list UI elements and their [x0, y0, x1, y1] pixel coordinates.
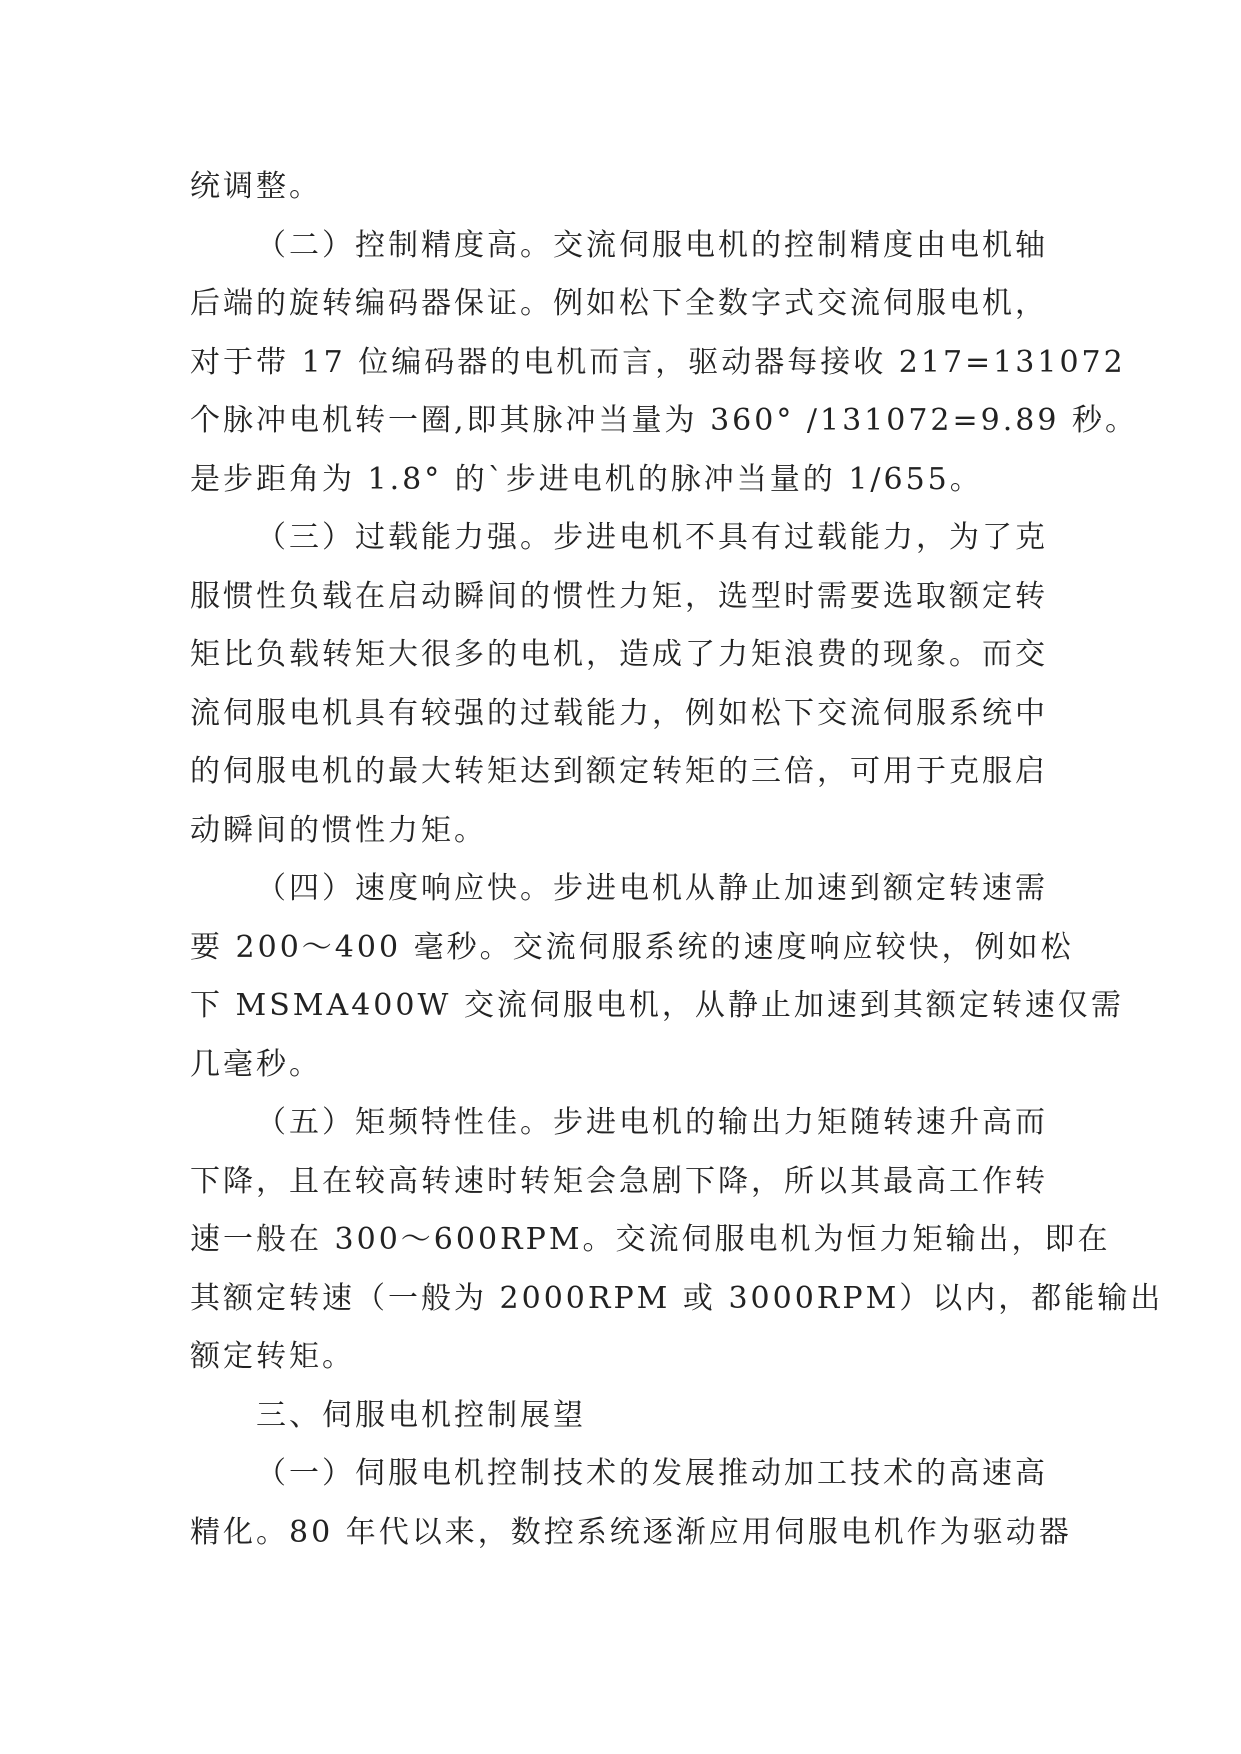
text-line: 矩比负载转矩大很多的电机，造成了力矩浪费的现象。而交 — [190, 637, 1048, 672]
text-line: 精化。80 年代以来，数控系统逐渐应用伺服电机作为驱动器 — [190, 1514, 1072, 1550]
text-line: 对于带 17 位编码器的电机而言，驱动器每接收 217=131072 — [190, 344, 1126, 380]
text-line: 是步距角为 1.8° 的`步进电机的脉冲当量的 1/655。 — [190, 461, 983, 497]
text-line: 几毫秒。 — [190, 1046, 322, 1082]
text-line: 下 MSMA400W 交流伺服电机，从静止加速到其额定转速仅需 — [190, 988, 1124, 1023]
text-line: 的伺服电机的最大转矩达到额定转矩的三倍，可用于克服启 — [190, 754, 1048, 789]
text-line: 额定转矩。 — [190, 1339, 355, 1374]
text-line: 下降，且在较高转速时转矩会急剧下降，所以其最高工作转 — [190, 1163, 1048, 1199]
text-line: 要 200～400 毫秒。交流伺服系统的速度响应较快，例如松 — [190, 929, 1074, 965]
text-line: 其额定转速（一般为 2000RPM 或 3000RPM）以内，都能输出 — [190, 1280, 1164, 1316]
text-line: 速一般在 300～600RPM。交流伺服电机为恒力矩输出，即在 — [190, 1222, 1111, 1257]
body-text — [190, 158, 1164, 1562]
text-line: （五）矩频特性佳。步进电机的输出力矩随转速升高而 — [256, 1105, 1048, 1140]
text-line: （三）过载能力强。步进电机不具有过载能力，为了克 — [256, 520, 1048, 555]
text-line: 三、伺服电机控制展望 — [256, 1397, 586, 1433]
text-line: （四）速度响应快。步进电机从静止加速到额定转速需 — [256, 871, 1048, 906]
text-line: 动瞬间的惯性力矩。 — [190, 812, 487, 848]
text-line: （二）控制精度高。交流伺服电机的控制精度由电机轴 — [256, 227, 1048, 263]
text-line: （一）伺服电机控制技术的发展推动加工技术的高速高 — [256, 1456, 1048, 1491]
text-line: 统调整。 — [190, 169, 322, 204]
text-line: 服惯性负载在启动瞬间的惯性力矩，选型时需要选取额定转 — [190, 578, 1048, 614]
text-line: 流伺服电机具有较强的过载能力，例如松下交流伺服系统中 — [190, 695, 1048, 731]
text-line: 后端的旋转编码器保证。例如松下全数字式交流伺服电机， — [190, 286, 1048, 321]
text-line: 个脉冲电机转一圈,即其脉冲当量为 360° /131072=9.89 秒。 — [190, 403, 1138, 438]
